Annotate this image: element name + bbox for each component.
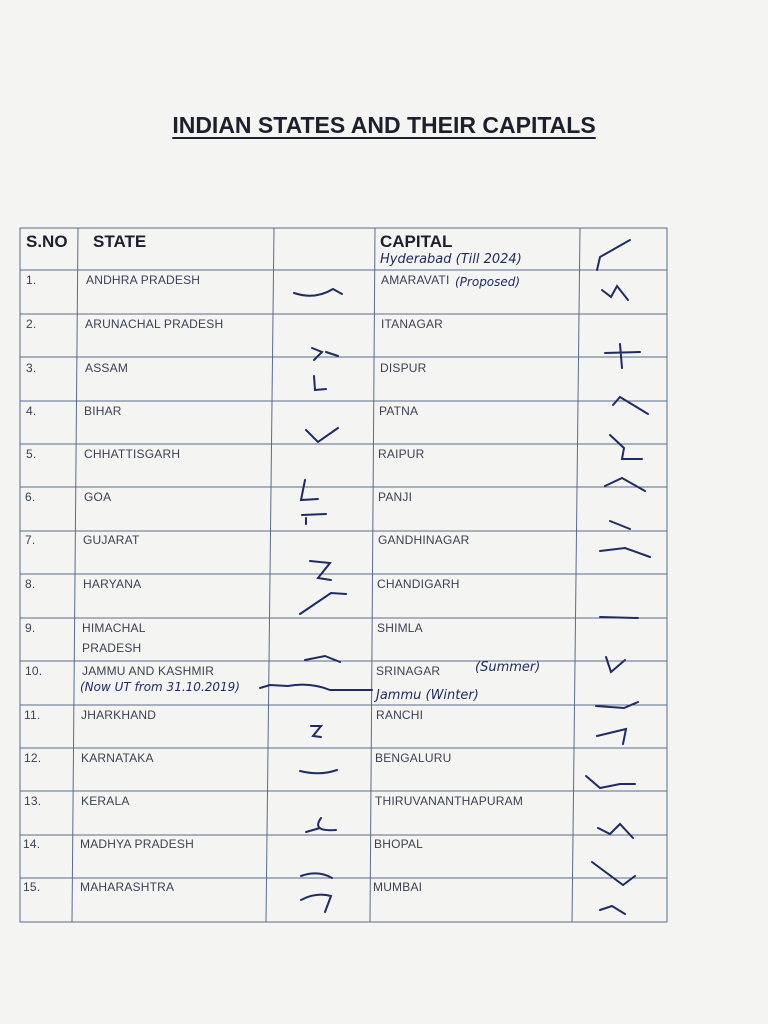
row-sno: 7. [25,533,36,547]
row-sno: 12. [24,751,42,765]
row-sno: 2. [26,317,37,331]
handwritten-note: (Now UT from 31.10.2019) [80,680,240,694]
row-capital: RAIPUR [378,447,425,461]
row-capital: SRINAGAR [376,664,441,678]
row-state: KERALA [81,794,130,808]
row-state: BIHAR [84,404,122,418]
row-capital: DISPUR [380,361,427,375]
row-capital: MUMBAI [373,880,423,894]
row-capital: CHANDIGARH [377,577,460,591]
handwritten-note: (Proposed) [455,275,521,289]
row-state: HIMACHAL [82,621,146,635]
row-capital: BENGALURU [375,751,452,765]
row-state: CHHATTISGARH [84,447,181,461]
row-capital: RANCHI [376,708,424,722]
row-capital: SHIMLA [377,621,423,635]
row-sno: 10. [25,664,43,678]
row-state: JAMMU AND KASHMIR [82,664,215,678]
row-capital: BHOPAL [374,837,423,851]
row-sno: 1. [26,273,37,287]
row-state: KARNATAKA [81,751,154,765]
header-state: STATE [93,232,147,251]
handwritten-note: (Summer) [475,660,541,675]
row-capital: PANJI [378,490,413,504]
row-capital: GANDHINAGAR [378,533,470,547]
row-state: HARYANA [83,577,142,591]
row-state: ANDHRA PRADESH [86,273,201,287]
row-state: ASSAM [85,361,129,375]
handwritten-note: Hyderabad (Till 2024) [380,252,522,267]
row-sno: 4. [26,404,37,418]
row-state-line2: PRADESH [82,641,142,655]
row-capital: ITANAGAR [381,317,444,331]
row-capital: AMARAVATI [381,273,450,287]
row-sno: 5. [26,447,37,461]
row-sno: 15. [23,880,41,894]
handwritten-note: Jammu (Winter) [376,688,479,703]
row-sno: 6. [25,490,36,504]
row-sno: 11. [24,708,41,722]
row-capital: THIRUVANANTHAPURAM [375,794,524,808]
row-state: ARUNACHAL PRADESH [85,317,224,331]
row-state: GUJARAT [83,533,140,547]
page-title: INDIAN STATES AND THEIR CAPITALS [172,112,596,138]
row-state: MAHARASHTRA [80,880,175,894]
row-sno: 9. [25,621,36,635]
row-sno: 14. [23,837,41,851]
header-sno: S.NO [26,232,68,251]
row-capital: PATNA [379,404,419,418]
row-state: MADHYA PRADESH [80,837,194,851]
row-sno: 13. [24,794,42,808]
row-sno: 8. [25,577,36,591]
row-state: JHARKHAND [81,708,157,722]
header-capital: CAPITAL [380,232,453,251]
row-state: GOA [84,490,112,504]
row-sno: 3. [26,361,37,375]
